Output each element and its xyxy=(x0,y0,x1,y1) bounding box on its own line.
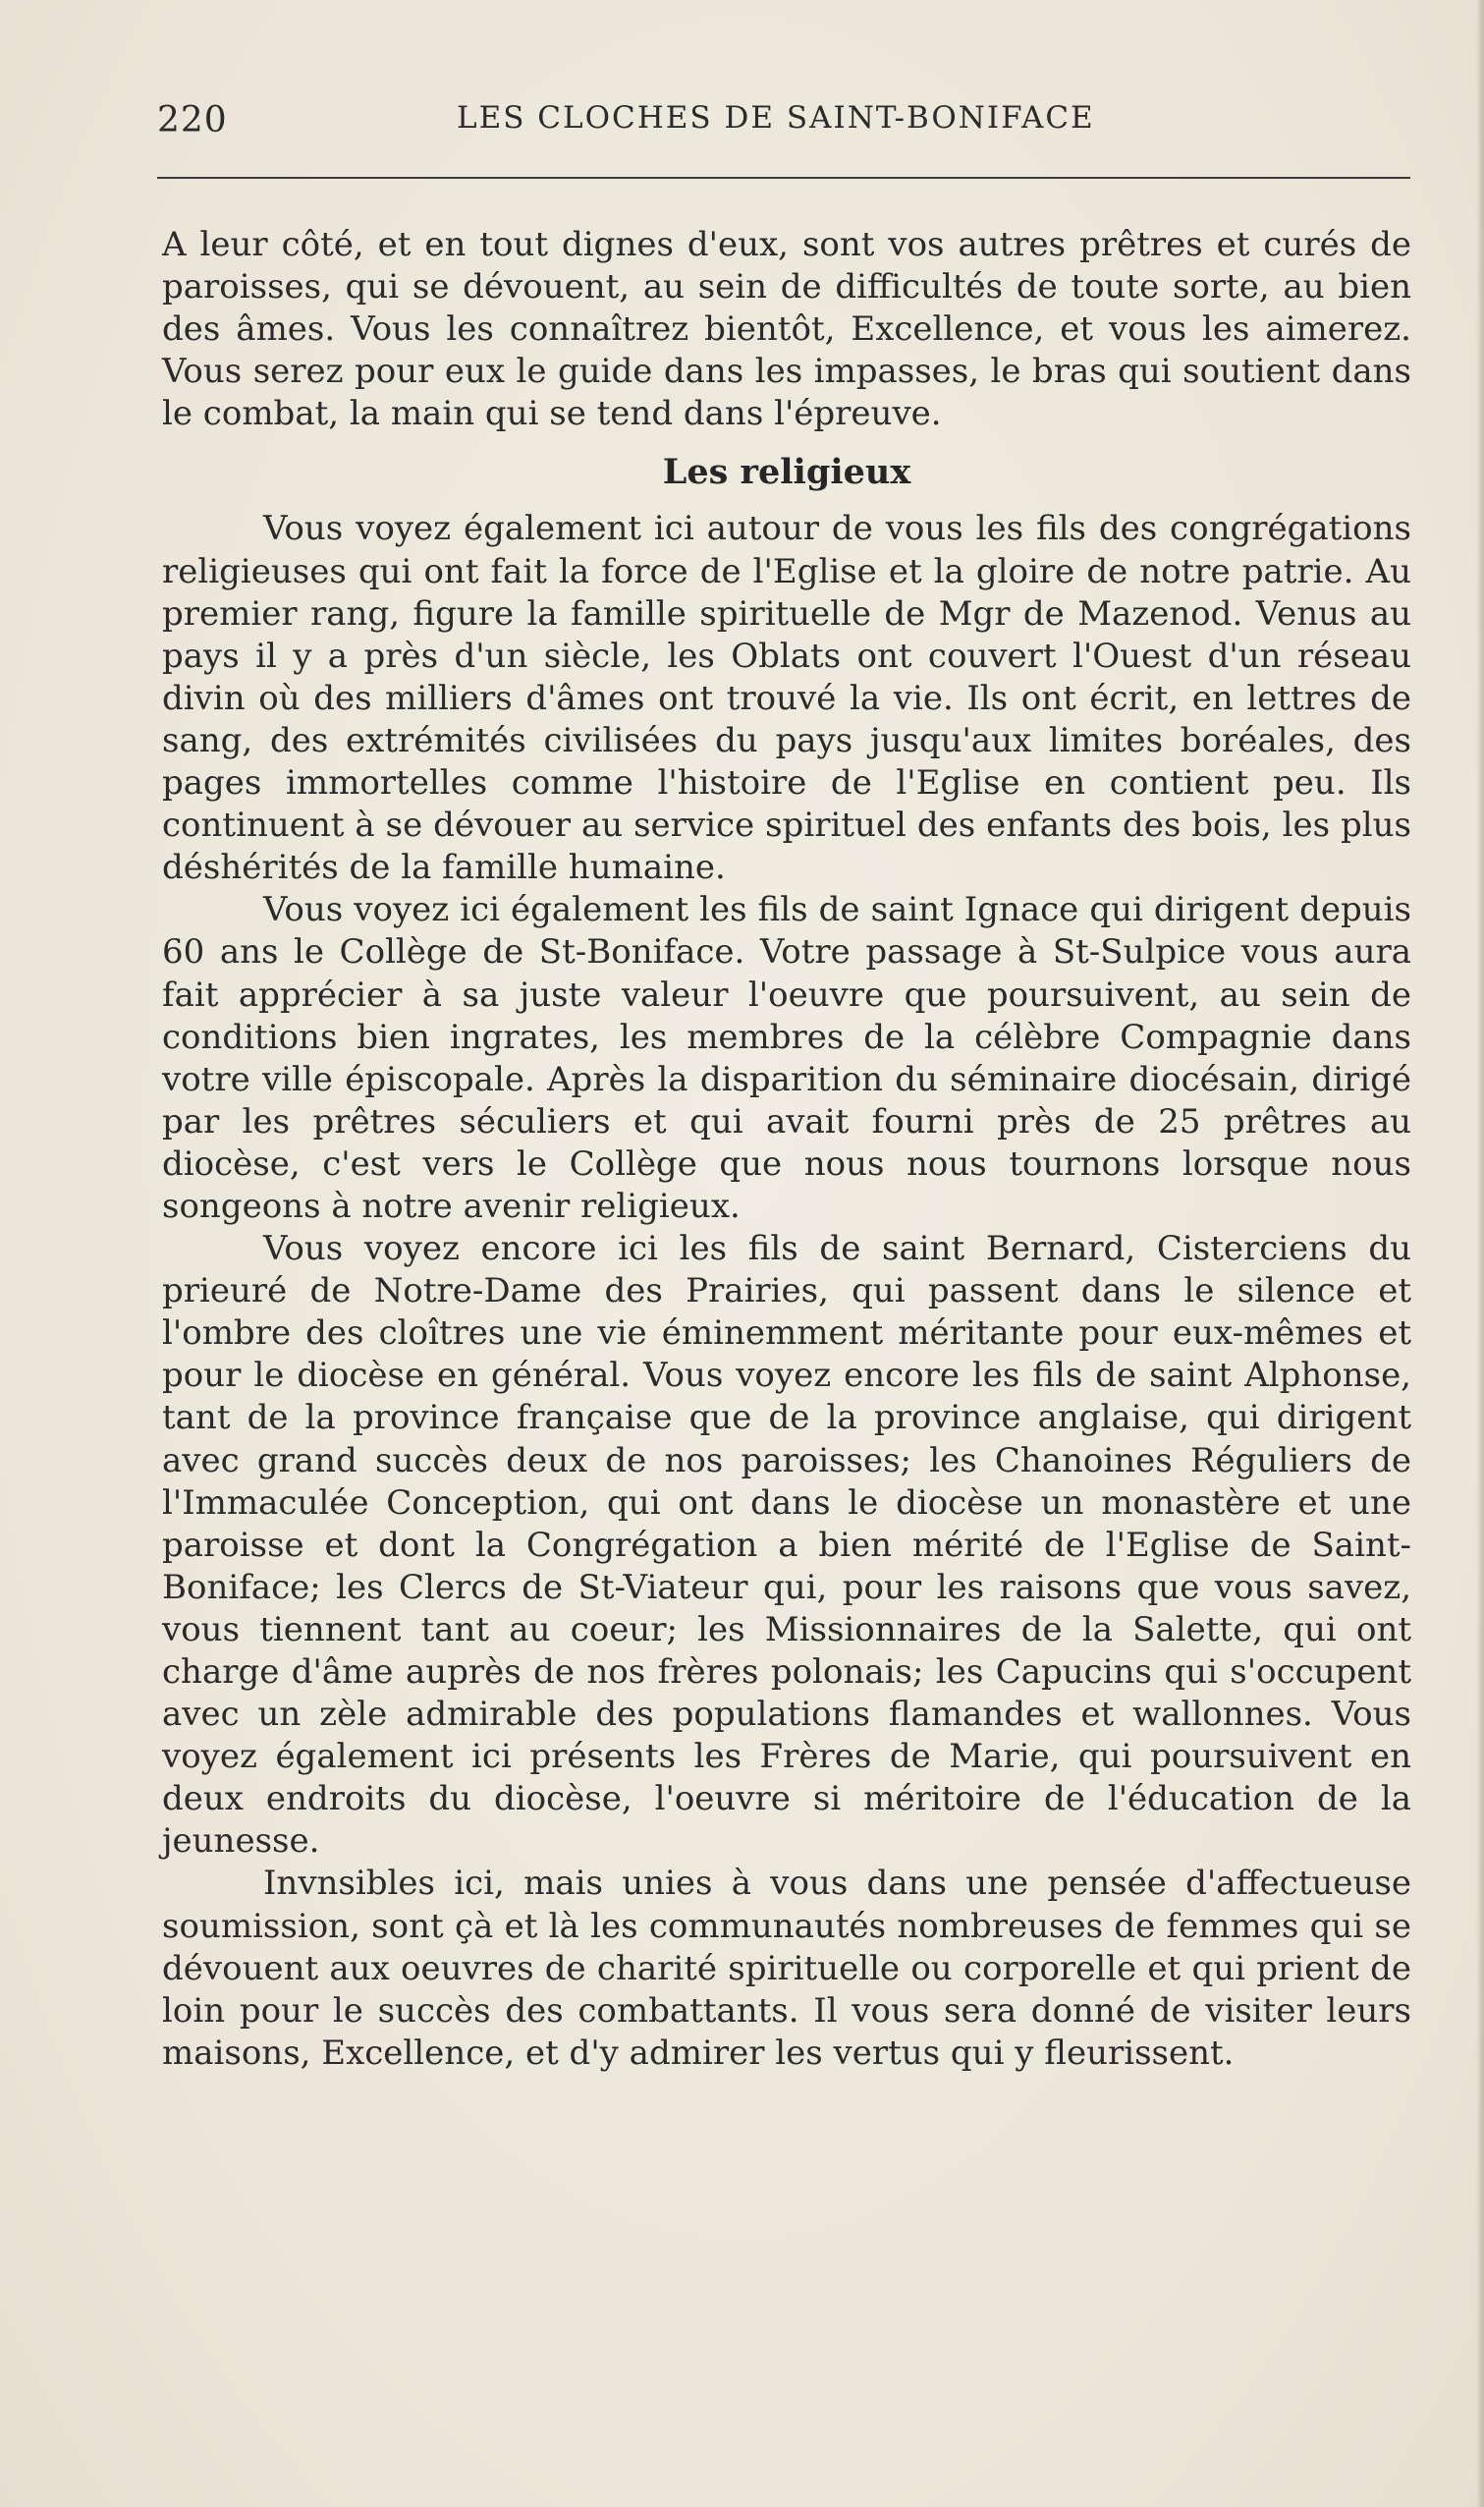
paragraph-communautes: Invnsibles ici, mais unies à vous dans une pensée d'affectueuse soumission, sont çà et là les communautés nombreuses de femmes qui se dévouent aux oeuvres de charité spirituelle ou corporelle et qui prient de loin pour le succès des combattants. Il vous sera donné de visiter leurs maisons, Excellence, et d'y admirer les vertus qui y fleurissent. xyxy=(162,1864,1411,2073)
page-number: 220 xyxy=(157,100,228,140)
header-rule xyxy=(157,177,1410,179)
intro-paragraph: A leur côté, et en tout dignes d'eux, sont vos autres prêtres et curés de paroisses, qui se dévouent, au sein de difficultés de toute sorte, au bien des âmes. Vous les connaîtrez bientôt, Excellence, et vous les aimerez. Vous serez pour eux le guide dans les impasses, le bras qui soutient dans le combat, la main qui se tend dans l'épreuve. xyxy=(162,225,1411,434)
running-header xyxy=(157,90,1414,149)
section-heading: Les religieux xyxy=(662,452,911,493)
paragraph-jesuites: Vous voyez ici également les fils de saint Ignace qui dirigent depuis 60 ans le Collège de St-Boniface. Votre passage à St-Sulpice vous aura fait apprécier à sa juste valeur l'oeuvre que poursuivent, au sein de conditions bien ingrates, les membres de la célèbre Compagnie dans votre ville épiscopale. Après la disparition du séminaire diocésain, dirigé par les prêtres séculiers et qui avait fourni près de 25 prêtres au diocèse, c'est vers le Collège que nous nous tournons lorsque nous songeons à notre avenir religieux. xyxy=(162,890,1411,1226)
body-text xyxy=(162,224,1411,2075)
page-edge-shadow xyxy=(1476,0,1484,2507)
running-title: LES CLOCHES DE SAINT-BONIFACE xyxy=(457,100,1095,136)
paragraph-congregations: Vous voyez encore ici les fils de saint Bernard, Cisterciens du prieuré de Notre-Dame des Prairies, qui passent dans le silence et l'ombre des cloîtres une vie éminemment méritante pour eux-mêmes et pour le diocèse en général. Vous voyez encore les fils de saint Alphonse, tant de la province française que de la province anglaise, qui dirigent avec grand succès deux de nos paroisses; les Chanoines Réguliers de l'Immaculée Conception, qui ont dans le diocèse un monastère et une paroisse et dont la Congrégation a bien mérité de l'Eglise de Saint-Boniface; les Clercs de St-Viateur qui, pour les raisons que vous savez, vous tiennent tant au coeur; les Missionnaires de la Salette, qui ont charge d'âme auprès de nos frères polonais; les Capucins qui s'occupent avec un zèle admirable des populations flamandes et wallonnes. Vous voyez également ici présents les Frères de Marie, qui poursuivent en deux endroits du diocèse, l'oeuvre si méritoire de l'éducation de la jeunesse. xyxy=(162,1229,1411,1862)
paragraph-oblats: Vous voyez également ici autour de vous les fils des congrégations religieuses qui ont fait la force de l'Eglise et la gloire de notre patrie. Au premier rang, figure la famille spirituelle de Mgr de Mazenod. Venus au pays il y a près d'un siècle, les Oblats ont couvert l'Ouest d'un réseau divin où des milliers d'âmes ont trouvé la vie. Ils ont écrit, en lettres de sang, des extrémités civilisées du pays jusqu'aux limites boréales, des pages immortelles comme l'histoire de l'Eglise en contient peu. Ils continuent à se dévouer au service spirituel des enfants des bois, les plus déshérités de la famille humaine. xyxy=(162,509,1411,888)
